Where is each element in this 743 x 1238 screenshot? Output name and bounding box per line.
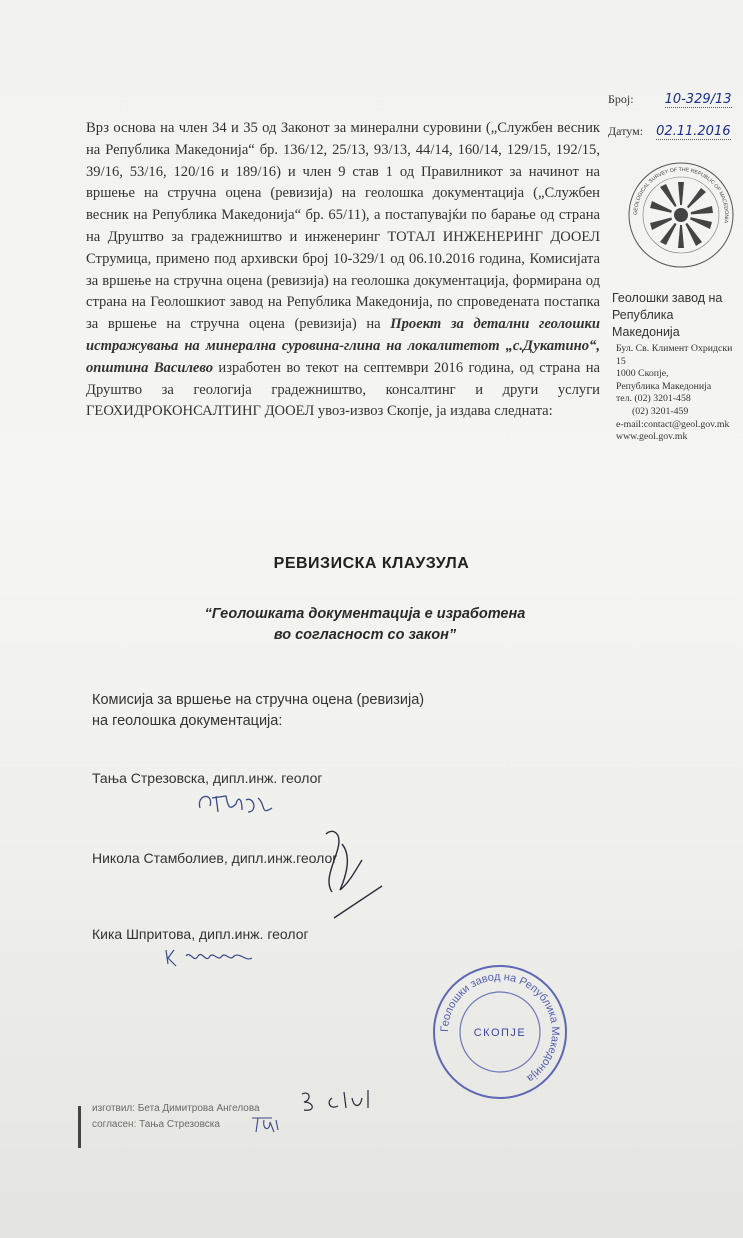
member-3: Кика Шпритова, дипл.инж. геолог bbox=[92, 926, 309, 942]
footer-signature-1 bbox=[296, 1086, 386, 1116]
footer-agreed: согласен: Тања Стрезовска bbox=[92, 1119, 220, 1130]
signature-1 bbox=[192, 786, 282, 822]
body-paragraph bbox=[86, 118, 600, 423]
address-line: Република Македонија bbox=[616, 380, 712, 392]
commission-line-1: Комисија за вршење на стручна оцена (ревизија) bbox=[92, 692, 425, 708]
email-line: e-mail:contact@geol.gov.mk bbox=[616, 418, 730, 430]
institution-name: Геолошки завод на Република Македонија bbox=[612, 291, 723, 339]
clause-title: РЕВИЗИСКА КЛАУЗУЛА bbox=[273, 555, 470, 572]
phone-line: (02) 3201-459 bbox=[632, 405, 689, 417]
geological-survey-logo bbox=[626, 160, 736, 270]
stamp-ring-text: Геолошки завод на Република Македонија bbox=[438, 970, 562, 1085]
institution-address bbox=[616, 343, 743, 444]
footer-signature-2 bbox=[248, 1112, 284, 1136]
footer-prepared: изготвил: Бета Димитрова Ангелова bbox=[92, 1103, 260, 1114]
commission-line-2: на геолошка документација: bbox=[92, 713, 283, 729]
stamp-center-text: СКОПЈЕ bbox=[473, 1027, 527, 1039]
address-line: Бул. Св. Климент Охридски bbox=[616, 343, 733, 354]
number-label: Број: bbox=[608, 92, 634, 106]
address-line: 15 bbox=[616, 355, 626, 367]
subtitle-line-1: “Геолошката документација е изработена bbox=[204, 606, 526, 622]
phone-line: тел. (02) 3201-458 bbox=[616, 393, 691, 405]
date-label: Датум: bbox=[608, 124, 644, 138]
member-2: Никола Стамболиев, дипл.инж.геолог bbox=[92, 850, 338, 866]
body-text-end: изработен во текот на септември 2016 година, од страна на Друштво за геологија градежништво, консалтинг и други услуги ГЕОХИДРОКОНСАЛТИНГ ДООЕЛ увоз-извоз Скопје, ја издава следната: bbox=[86, 359, 600, 420]
signature-2 bbox=[312, 826, 392, 922]
number-value: 10-329/13 bbox=[664, 92, 732, 107]
member-1: Тања Стрезовска, дипл.инж. геолог bbox=[92, 770, 323, 786]
project-title: Проект за детални геолошки истражувања на минерална суровина-глина на локалитетот „с.Дукатино“, општина Василево bbox=[86, 316, 601, 376]
website-line: www.geol.gov.mk bbox=[616, 431, 688, 443]
footer-bar bbox=[78, 1106, 81, 1148]
document-date bbox=[608, 124, 731, 139]
address-line: 1000 Скопје, bbox=[616, 368, 669, 380]
date-value: 02.11.2016 bbox=[656, 124, 731, 139]
body-text-start: Врз основа на член 34 и 35 од Законот за минерални суровини („Службен весник на Република Македонија“ бр. 136/12, 25/13, 93/13, 44/14, 160/14, 129/15, 192/15, 39/16, 53/16, 120/16 и 189/16) и член 9 став 1 од Правилникот за начинот на вршење на стручна оцена (ревизија) на геолошка документација („Службен весник на Република Македонија“ бр. 65/11), а постапувајќи по барање од страна на Друштво за градежништво и инженеринг ТОТАЛ ИНЖЕНЕРИНГ ДООЕЛ Струмица, примено под архивски број 10-329/1 од 06.10.2016 година, Комисијата за вршење на стручна оцена (ревизија) на геолошка документација, формирана од страна на Геолошкиот завод на Република Македонија, по спроведената постапка за вршење на стручна оцена (ревизија) на bbox=[86, 120, 600, 333]
clause-subtitle bbox=[170, 604, 560, 646]
official-stamp bbox=[430, 962, 570, 1102]
commission-heading bbox=[92, 690, 424, 732]
signature-3 bbox=[160, 944, 270, 970]
document-number bbox=[608, 92, 732, 107]
subtitle-line-2: во согласност со закон” bbox=[273, 627, 457, 643]
logo-ring-text: GEOLOGICAL SURVEY OF THE REPUBLIC OF MACEDONIA bbox=[632, 166, 730, 224]
